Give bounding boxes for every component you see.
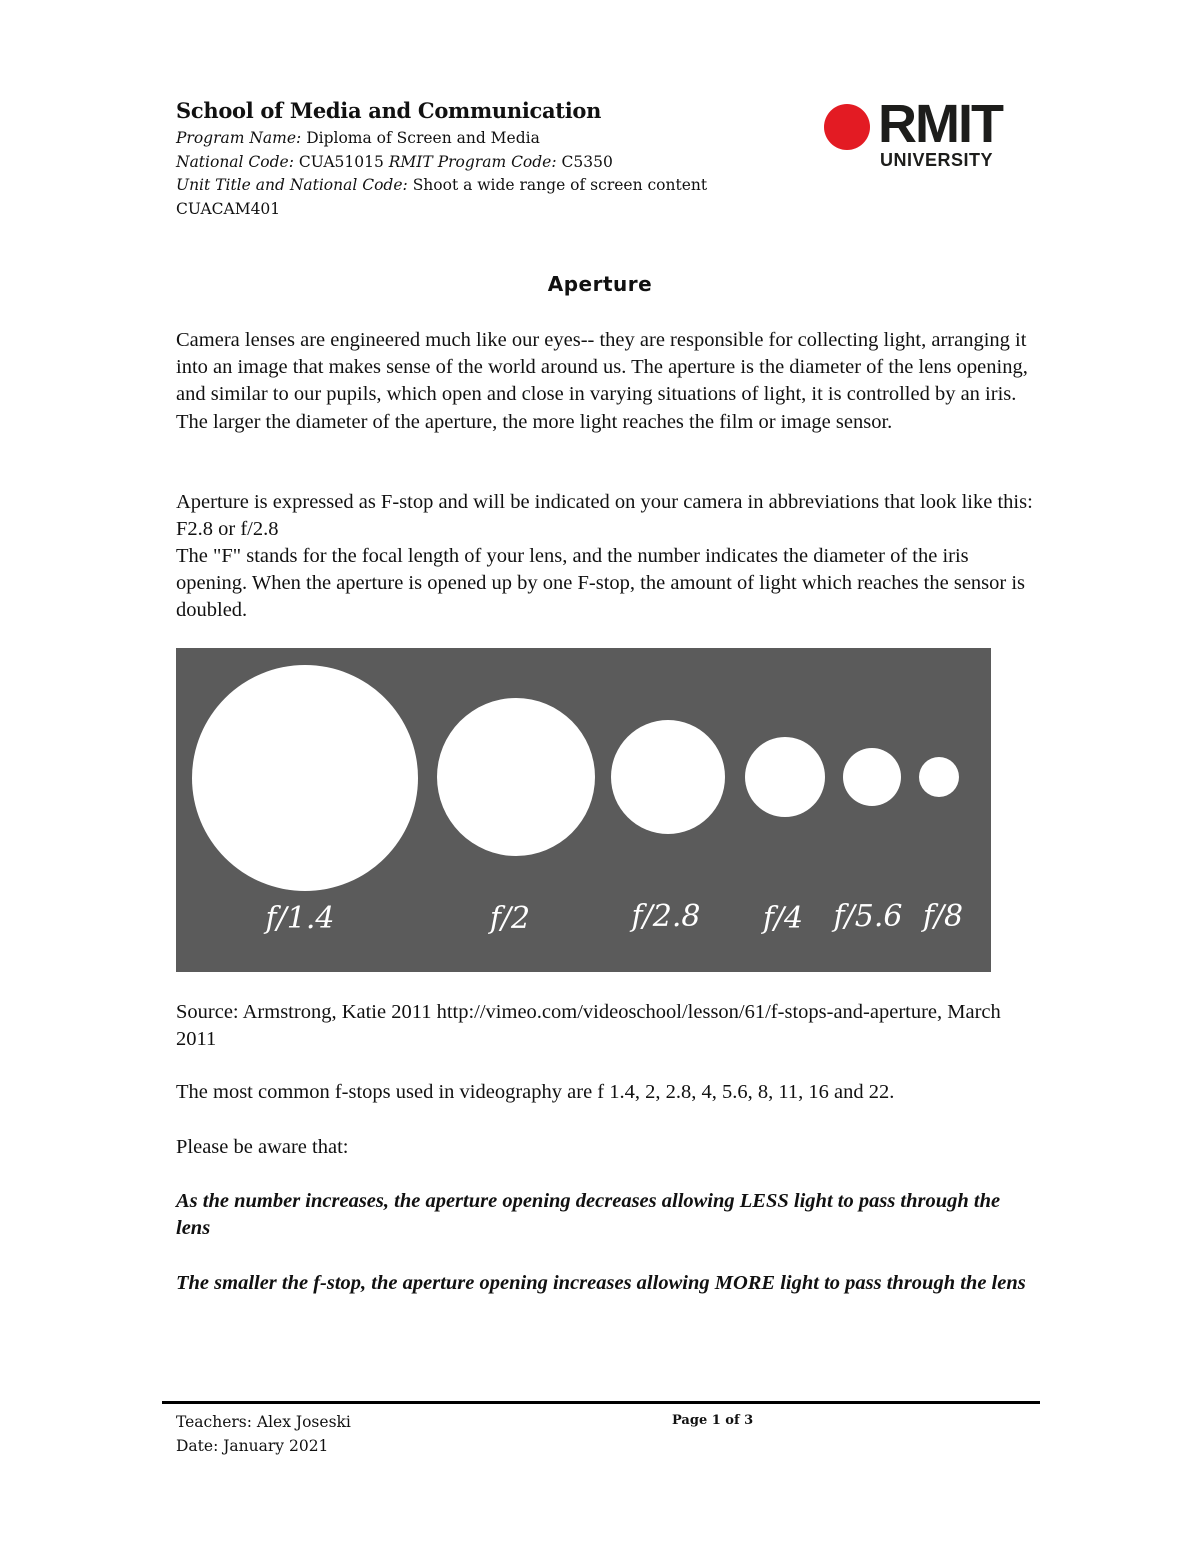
page-number: Page 1 of 3: [672, 1413, 754, 1428]
footer-date: Date: January 2021: [176, 1436, 329, 1455]
unit-title-line: [176, 174, 776, 198]
label-f5-6: f/5.6: [833, 899, 903, 934]
footer-divider: [162, 1401, 1040, 1404]
national-code-label: National Code:: [176, 152, 294, 171]
paragraph-intro: Camera lenses are engineered much like our eyes-- they are responsible for collecting light, arranging it into an image that makes sense of the world around us. The aperture is the diameter of the lens opening, and similar to our pupils, which open and close in varying situations of light, it is controlled by an iris. The larger the diameter of the aperture, the more light reaches the film or image sensor.: [176, 329, 1028, 433]
logo-wordmark: RMIT: [878, 94, 1002, 154]
aperture-circle-f2-8: [611, 720, 725, 834]
source-citation: Source: Armstrong, Katie 2011 http://vimeo.com/videoschool/lesson/61/f-stops-and-aperture, March 2011: [176, 1001, 1001, 1051]
unit-code: CUACAM401: [176, 199, 281, 218]
national-code-value: CUA51015: [293, 152, 389, 171]
label-f8: f/8: [922, 899, 964, 934]
label-f2-8: f/2.8: [631, 899, 701, 934]
unit-title-value: Shoot a wide range of screen content: [407, 176, 708, 194]
program-name-line: [176, 127, 776, 151]
common-fstops: The most common f-stops used in videography are f 1.4, 2, 2.8, 4, 5.6, 8, 11, 16 and 22.: [176, 1081, 895, 1103]
footer-teachers: Teachers: Alex Joseski: [176, 1413, 351, 1431]
aperture-circle-f1-4: [192, 665, 418, 891]
program-value: Diploma of Screen and Media: [301, 129, 540, 147]
rmit-program-code-label: RMIT Program Code:: [388, 152, 557, 171]
paragraph-fstop: Aperture is expressed as F-stop and will be indicated on your camera in abbreviations that look like this: F2.8 or f/2.8: [176, 491, 1033, 541]
program-label: Program Name:: [176, 129, 302, 147]
emphasis-more-light: The smaller the f-stop, the aperture opening increases allowing MORE light to pass through the lens: [176, 1272, 1026, 1294]
page-title: Aperture: [547, 272, 653, 296]
rmit-program-code-value: C5350: [556, 152, 613, 171]
unit-title-label: Unit Title and National Code:: [176, 176, 408, 194]
label-f4: f/4: [762, 901, 804, 936]
aperture-circle-f4: [745, 737, 825, 817]
aperture-circle-f8: [919, 757, 959, 797]
document-header: [176, 98, 776, 221]
rmit-logo: [824, 94, 1024, 174]
aperture-diagram: [176, 648, 991, 972]
label-f1-4: f/1.4: [265, 901, 335, 936]
logo-dot-icon: [824, 104, 870, 150]
label-f2: f/2: [489, 901, 531, 936]
school-name: School of Media and Communication: [176, 98, 602, 123]
paragraph-f-meaning: The "F" stands for the focal length of your lens, and the number indicates the diameter of the iris opening. When the aperture is opened up by one F-stop, the amount of light which reaches the sensor is doubled.: [176, 545, 1026, 622]
emphasis-less-light: As the number increases, the aperture opening decreases allowing LESS light to pass through the lens: [176, 1190, 1001, 1240]
footer: [176, 1411, 351, 1458]
national-code-line: [176, 151, 776, 175]
logo-subtitle: UNIVERSITY: [880, 150, 994, 170]
aperture-svg: [176, 648, 991, 972]
aperture-circle-f5-6: [843, 748, 901, 806]
aware-intro: Please be aware that:: [176, 1136, 349, 1158]
aperture-circle-f2: [437, 698, 595, 856]
